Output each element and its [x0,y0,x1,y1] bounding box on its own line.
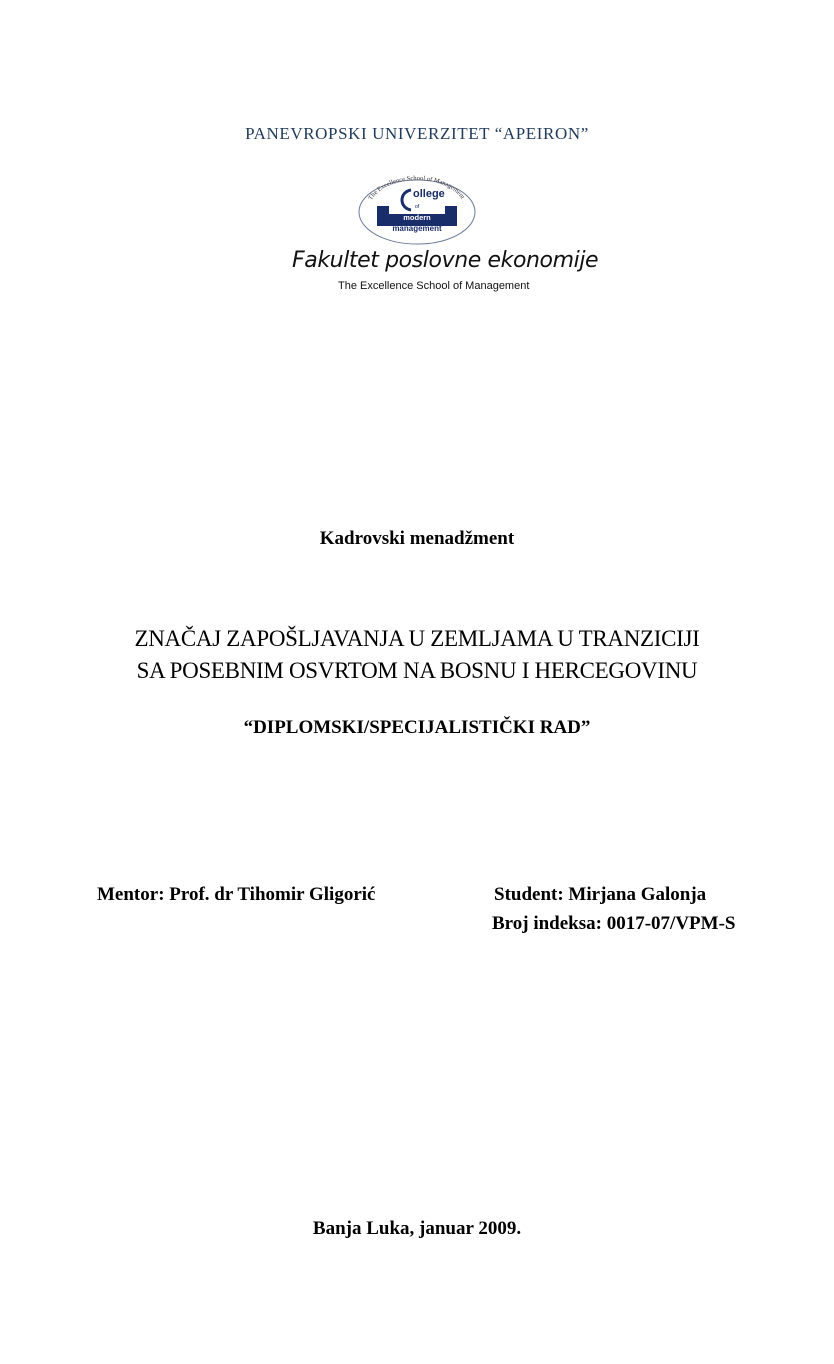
faculty-tagline: The Excellence School of Management [338,280,530,292]
place-and-date: Banja Luka, januar 2009. [312,1218,522,1239]
logo-line3: modern [403,213,431,222]
logo-line2: of [414,204,420,210]
logo-arc-text: The Excellence School of Management [367,174,466,202]
mentor-label: Mentor: Prof. dr Tihomir Gligorić [97,884,376,905]
index-number-label: Broj indeksa: 0017-07/VPM-S [492,913,736,934]
logo-line1: ollege [413,188,445,200]
student-label: Student: Mirjana Galonja [494,884,707,905]
thesis-type: “DIPLOMSKI/SPECIJALISTIČKI RAD” [243,717,591,738]
college-logo [355,170,479,246]
logo-line4: management [392,224,442,233]
university-name: PANEVROPSKI UNIVERZITET “APEIRON” [245,124,589,143]
thesis-title-line-1: ZNAČAJ ZAPOŠLJAVANJA U ZEMLJAMA U TRANZICIJI [134,626,700,651]
thesis-title-line-2: SA POSEBNIM OSVRTOM NA BOSNU I HERCEGOVINU [136,658,698,683]
faculty-name: Fakultet poslovne ekonomije [292,248,599,273]
thesis-title [0,623,834,687]
course-name: Kadrovski menadžment [319,528,515,549]
